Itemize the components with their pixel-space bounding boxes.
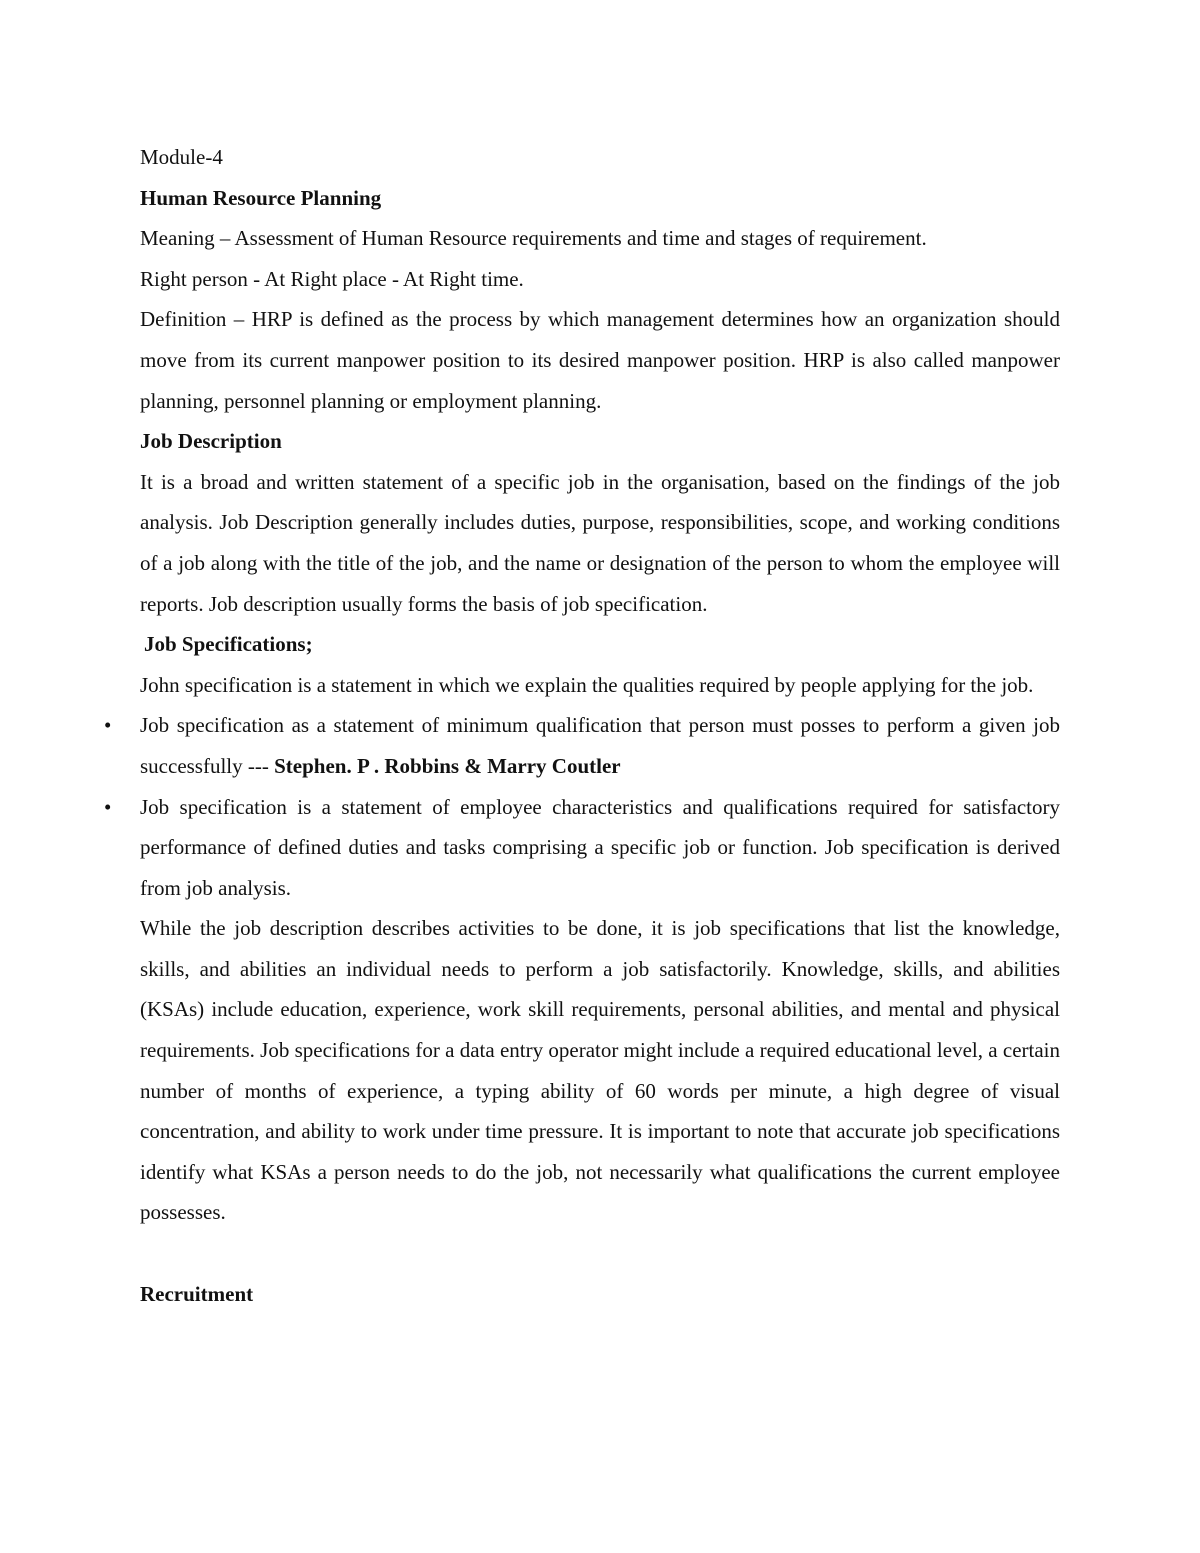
bullet-icon: • bbox=[104, 794, 112, 819]
list-item bbox=[104, 787, 1060, 909]
job-specifications-intro: John specification is a statement in which we explain the qualities required by people applying for the job. bbox=[140, 672, 1034, 697]
bullet-text: Job specification is a statement of employee characteristics and qualifications required for satisfactory performance of defined duties and tasks comprising a specific job or function. Job specification is derived from job analysis. bbox=[140, 794, 1060, 900]
hrp-right-person: Right person - At Right place - At Right time. bbox=[140, 266, 524, 291]
bullet-attribution: Stephen. P . Robbins & Marry Coutler bbox=[274, 753, 621, 778]
bullet-text: Job specification as a statement of minimum qualification that person must posses to perform a given job successfully --- bbox=[140, 713, 1060, 778]
module-label: Module-4 bbox=[140, 145, 223, 169]
list-item bbox=[104, 705, 1060, 786]
hrp-definition: Definition – HRP is defined as the process by which management determines how an organization should move from its current manpower position to its desired manpower position. HRP is also called manpower planning, personnel planning or employment planning. bbox=[140, 307, 1060, 413]
hrp-heading: Human Resource Planning bbox=[140, 185, 382, 210]
document-body bbox=[104, 137, 1060, 1314]
hrp-meaning: Meaning – Assessment of Human Resource requirements and time and stages of requirement. bbox=[140, 226, 927, 251]
recruitment-heading: Recruitment bbox=[140, 1281, 254, 1306]
job-specifications-bullet-list bbox=[104, 705, 1060, 908]
job-description-body: It is a broad and written statement of a specific job in the organisation, based on the findings of the job analysis. Job Description generally includes duties, purpose, responsibilities, scope, and working conditions of a job along with the title of the job, and the name or designation of the person to whom the employee will reports. Job description usually forms the basis of job specification. bbox=[140, 469, 1060, 616]
job-specifications-heading: Job Specifications; bbox=[144, 632, 313, 657]
bullet-icon: • bbox=[104, 713, 112, 738]
job-specifications-closing: While the job description describes activities to be done, it is job specifications that list the knowledge, skills, and abilities an individual needs to perform a job satisfactorily. Knowledge, skills, and abilities (KSAs) include education, experience, work skill requirements, personal abilities, and mental and physical requirements. Job specifications for a data entry operator might include a required educational level, a certain number of months of experience, a typing ability of 60 words per minute, a high degree of visual concentration, and ability to work under time pressure. It is important to note that accurate job specifications identify what KSAs a person needs to do the job, not necessarily what qualifications the current employee possesses. bbox=[140, 916, 1060, 1225]
paragraph-spacer bbox=[140, 1233, 1060, 1274]
job-description-heading: Job Description bbox=[140, 429, 282, 454]
